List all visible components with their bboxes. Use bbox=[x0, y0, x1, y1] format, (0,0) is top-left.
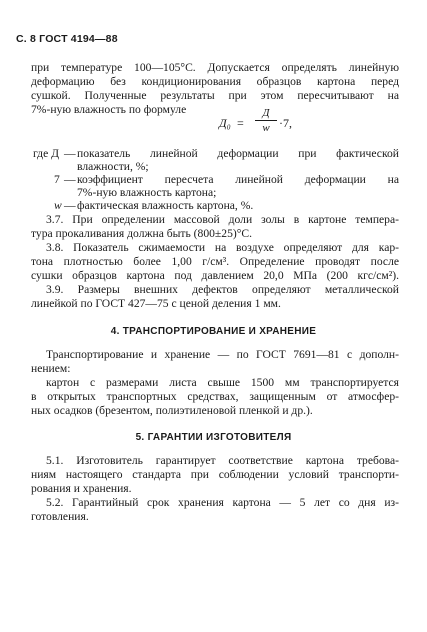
paragraph-line: тона плотностью более 1,00 г/см³. Определение проводят после bbox=[31, 255, 399, 268]
page-header: С. 8 ГОСТ 4194—88 bbox=[16, 33, 118, 45]
definition-text: фактическая влажность картона, %. bbox=[77, 199, 254, 212]
section-heading: 5. ГАРАНТИИ ИЗГОТОВИТЕЛЯ bbox=[135, 432, 292, 443]
paragraph-line: в открытых транспортных средствах, защищенным от атмосфер- bbox=[31, 390, 399, 403]
paragraph-line: картон с размерами листа свыше 1500 мм транспортируется bbox=[46, 376, 399, 389]
paragraph-line: тура прокаливания должна быть (800±25)°С. bbox=[31, 227, 253, 240]
paragraph-line: линейкой по ГОСТ 427—75 с ценой деления 1 мм. bbox=[31, 297, 281, 310]
fraction-bar bbox=[255, 120, 277, 121]
paragraph-line: 5.2. Гарантийный срок хранения картона — 5 лет со дня из- bbox=[46, 496, 399, 509]
paragraph-line: 3.8. Показатель сжимаемости на воздухе определяют для кар- bbox=[46, 241, 399, 254]
definition-text: показатель линейной деформации при фактической bbox=[77, 147, 399, 160]
formula-denominator: w bbox=[262, 122, 270, 134]
definition-term: w bbox=[54, 199, 62, 212]
definition-dash: — bbox=[64, 173, 76, 186]
formula-numerator: Д bbox=[262, 107, 270, 119]
paragraph-line: сушкой. Полученные результаты при этом пересчитывают на bbox=[31, 89, 399, 102]
paragraph-line: при температуре 100—105°С. Допускается определять линейную bbox=[31, 61, 399, 74]
paragraph-line: нением: bbox=[31, 362, 71, 375]
paragraph-line: 3.7. При определении массовой доли золы в картоне темпера- bbox=[46, 213, 399, 226]
formula bbox=[219, 107, 389, 149]
definition-text: коэффициент пересчета линейной деформации на bbox=[77, 173, 399, 186]
formula-equals: = bbox=[237, 116, 244, 130]
paragraph-line: рования и хранения. bbox=[31, 482, 132, 495]
paragraph-line: 5.1. Изготовитель гарантирует соответствие картона требова- bbox=[46, 454, 399, 467]
paragraph-line: ных осадков (брезентом, полиэтиленовой пленкой и др.). bbox=[31, 404, 313, 417]
paragraph-line: 3.9. Размеры внешних дефектов определяют металлической bbox=[46, 283, 399, 296]
paragraph-line: деформацию без кондиционирования образцов картона перед bbox=[31, 75, 399, 88]
formula-fraction bbox=[255, 107, 277, 134]
paragraph-line: 7%-ную влажность по формуле bbox=[31, 103, 187, 116]
formula-tail: ·7, bbox=[279, 116, 292, 130]
paragraph-line: ниям настоящего стандарта при соблюдении условий транспорти- bbox=[31, 468, 399, 481]
formula-lhs: Д₀ bbox=[219, 116, 231, 130]
paragraph-line: Транспортирование и хранение — по ГОСТ 7691—81 с дополн- bbox=[46, 348, 399, 361]
definition-dash: — bbox=[64, 147, 76, 160]
definition-text: 7%-ную влажность картона; bbox=[77, 186, 217, 199]
definition-term: где Д bbox=[33, 147, 60, 160]
definition-term: 7 bbox=[54, 173, 60, 186]
paragraph-line: сушки образцов картона под давлением 20,0 МПа (200 кгс/см²). bbox=[31, 269, 399, 282]
section-heading: 4. ТРАНСПОРТИРОВАНИЕ И ХРАНЕНИЕ bbox=[110, 326, 317, 337]
definition-dash: — bbox=[64, 199, 76, 212]
definition-text: влажности, %; bbox=[77, 160, 149, 173]
paragraph-line: готовления. bbox=[31, 510, 89, 523]
